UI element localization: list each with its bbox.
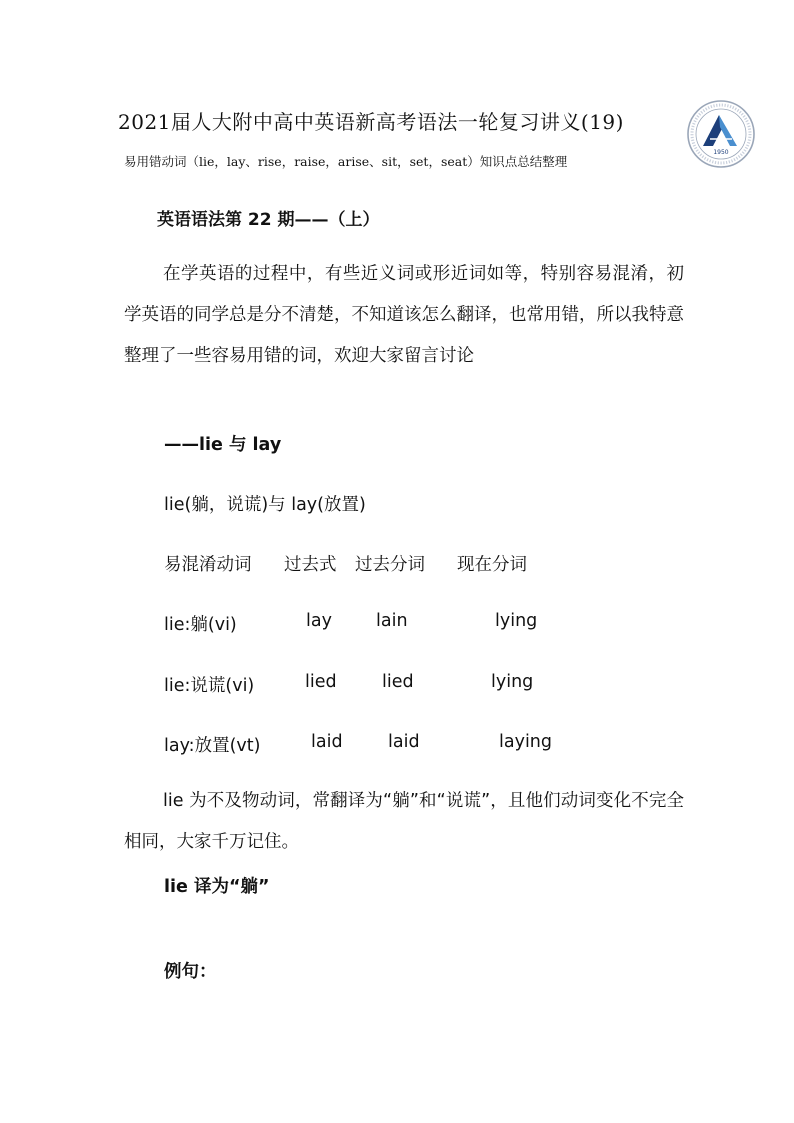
school-seal-logo <box>686 99 756 169</box>
section-heading: 英语语法第 22 期——（上） <box>157 210 380 230</box>
example-label: 例句： <box>164 962 217 982</box>
table-header: 过去分词 <box>355 555 425 575</box>
table-cell: lay <box>306 611 332 631</box>
table-cell: laid <box>311 732 343 752</box>
table-header: 过去式 <box>284 555 337 575</box>
table-cell: lying <box>495 611 538 631</box>
subheading-lie-lay: ——lie 与 lay <box>164 435 282 455</box>
document-title: 2021届人大附中高中英语新高考语法一轮复习讲义(19) <box>118 110 624 134</box>
table-cell: laying <box>499 732 553 752</box>
table-row <box>164 732 684 758</box>
lie-lie-down-heading: lie 译为“躺” <box>164 877 270 897</box>
table-header: 现在分词 <box>457 555 527 575</box>
definition-line: lie(躺，说谎)与 lay(放置) <box>164 495 366 515</box>
intro-text: 在学英语的过程中，有些近义词或形近词如等，特别容易混淆，初学英语的同学总是分不清楚，不知道该怎么翻译，也常用错，所以我特意整理了一些容易用错的词，欢迎大家留言讨论 <box>124 264 684 366</box>
table-cell: lie:躺(vi) <box>164 615 237 635</box>
table-header-row <box>164 551 684 577</box>
table-cell: lay:放置(vt) <box>164 736 261 756</box>
table-cell: lain <box>376 611 408 631</box>
note-text: lie 为不及物动词，常翻译为“躺”和“说谎”，且他们动词变化不完全相同，大家千万记住。 <box>124 791 684 852</box>
intro-paragraph <box>124 254 684 377</box>
note-paragraph <box>124 781 684 863</box>
table-cell: lie:说谎(vi) <box>164 676 255 696</box>
table-cell: lying <box>491 672 534 692</box>
table-row <box>164 672 684 698</box>
logo-year: 1950 <box>713 149 729 156</box>
document-subtitle: 易用错动词（lie，lay、rise，raise，arise、sit，set，seat）知识点总结整理 <box>124 154 568 169</box>
table-row <box>164 611 684 637</box>
table-cell: laid <box>388 732 420 752</box>
table-cell: lied <box>305 672 337 692</box>
table-cell: lied <box>382 672 414 692</box>
table-header: 易混淆动词 <box>164 555 252 575</box>
